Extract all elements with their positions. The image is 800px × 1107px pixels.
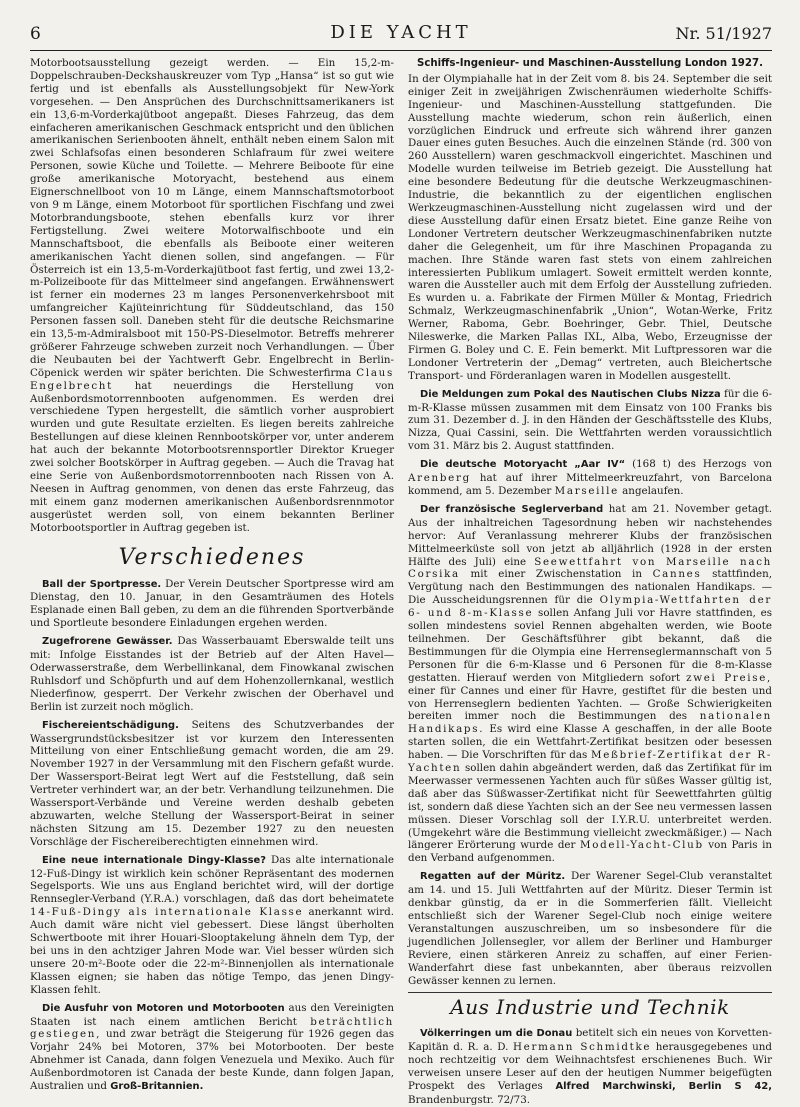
article-ausfuhr-motoren: Die Ausfuhr von Motoren und Motorbooten aus den Vereinigten Staaten ist nach einem amtlichen Bericht beträchtlich gestiegen, und zwar beträgt die Steigerung für 1926 gegen das Vorjahr 24% bei Motoren, 37% bei Motorbooten. Der beste Abnehmer ist Canada, dann folgen Venezuela und Mexiko. Auch für Außenbordmotoren ist Canada der beste Kunde, dann folgen Japan, Australien und Groß-Britannien. xyxy=(30,1001,394,1093)
section-divider xyxy=(408,992,772,993)
article-regatten-mueritz: Regatten auf der Müritz. Der Warener Segel-Club veranstaltet am 14. und 15. Juli Wettfahrten auf der Müritz. Dieser Termin ist denkbar günstig, da er in die Sommerferien fällt. Vielleicht entschließt sich der Warener Segel-Club noch einige weitere Veranstaltungen auszuschreiben, um so insbesondere für die jugendlichen Jollensegler, vor allem der Berliner und Hamburger Reviere, einen stärkeren Anreiz zu schaffen, auf einer Ferien-Wanderfahrt diese fast unbekannten, aber überaus reizvollen Gewässer kennen zu lernen. xyxy=(408,870,772,987)
masthead-title: DIE YACHT xyxy=(330,22,472,43)
article-heading: Zugefrorene Gewässer. xyxy=(42,636,173,648)
article-motoryacht-aar: Die deutsche Motoryacht „Aar IV“ (168 t) des Herzogs von Arenberg hat auf ihrer Mittelmeerkreuzfahrt, von Barcelona kommend, am 5. Dezember Marseille angelaufen. xyxy=(408,458,773,497)
left-column xyxy=(30,57,395,1093)
article-dingy-klasse: Eine neue internationale Dingy-Klasse? Das alte internationale 12-Fuß-Dingy ist wirklich kein schöner Repräsentant des modernen Segelsports. Wie uns aus England berichtet wird, will der dortige Rennsegler-Verband (Y.R.A.) vorschlagen, daß das dort beheimatete 14-Fuß-Dingy als internationale Klasse anerkannt wird. Auch damit wäre nicht viel gebessert. Diese längst überholten Schwertboote mit ihrer Houari-Slooptakelung ähneln dem Typ, der bei uns in den achtziger Jahren Mode war. Viel besser würden sich unsere 20-m²-Boote oder die 22-m²-Binnenjollen als internationale Klassen eignen; sie haben das nötige Tempo, das jenen Dingy-Klassen fehlt. xyxy=(30,853,395,996)
article-zugefrorene-gewaesser: Zugefrorene Gewässer. Das Wasserbauamt Eberswalde teilt uns mit: Infolge Eisstandes ist der Betrieb auf der Alten Havel—Oderwasserstraße, dem Werbellinkanal, dem Finowkanal zwischen Ruhlsdorf und Schöpfurth und auf dem Hohenzollernkanal, westlich Niederfinow, gesperrt. Der Verkehr zwischen der Oberhavel und Berlin ist zurzeit noch möglich. xyxy=(30,635,394,713)
article-heading-london: Schiffs-Ingenieur- und Maschinen-Ausstellung London 1927. xyxy=(417,58,763,69)
article-ball-der-sportpresse: Ball der Sportpresse. Der Verein Deutscher Sportpresse wird am Dienstag, den 10. Januar, in den Gesamträumen des Hotels Esplanade einen Ball geben, zu dem an die führenden Sportverbände und Sportleute besondere Einladungen ergehen werden. xyxy=(30,577,394,630)
article-london-ausstellung: In der Olympiahalle hat in der Zeit vom 8. bis 24. September die seit einiger Zeit in zweijährigen Zwischenräumen wiederholte Schiffs-Ingenieur- und Maschinen-Ausstellung stattgefunden. Die Ausstellung machte wiederum, schon rein äußerlich, einen vorzüglichen Eindruck und erfreute sich während ihrer ganzen Dauer eines guten Besuches. Auch die einzelnen Stände (rd. 300 von 260 Ausstellern) waren geschmackvoll eingerichtet. Maschinen und Modelle wurden teilweise im Betrieb gezeigt. Die Ausstellung hat eine besondere Bedeutung für die deutsche Werkzeugmaschinen-Industrie, die bekanntlich zu der eigentlichen englischen Werkzeugmaschinen-Ausstellung nicht zugelassen wird und der diese Ausstellung dafür einen Ersatz bietet. Eine ganze Reihe von Londoner Vertretern deutscher Werkzeugmaschinenfabriken nutzte daher die Gelegenheit, um für ihre Maschinen Propaganda zu machen. Ihre Stände waren fast stets von einem zahlreichen interessierten Publikum umlagert. Soweit ermittelt werden konnte, waren die Aussteller auch mit dem Erfolg der Ausstellung zufrieden. Es wurden u. a. Fabrikate der Firmen Müller & Montag, Friedrich Schmalz, Werkzeugmaschinenfabrik „Union“, Wotan-Werke, Fritz Werner, Raboma, Gebr. Boehringer, Gebr. Thiel, Deutsche Nileswerke, die Marken Pallas IXL, Alba, Webo, Erzeugnisse der Firmen G. Boley und C. E. Fein bemerkt. Mit Luftpressoren war die Londoner Vertreterin der „Demag“ vertreten, auch Bleichertsche Transport- und Förderanlagen waren in Modellen ausgestellt. xyxy=(408,72,772,382)
right-column xyxy=(408,57,773,1106)
article-franzoesischer-seglerverband: Der französische Seglerverband hat am 21. November getagt. Aus der inhaltreichen Tagesordnung heben wir nachstehendes hervor: Auf Veranlassung mehrerer Klubs der französischen Mittelmeerküste soll von jetzt ab alljährlich (1928 in der ersten Hälfte des Juli) eine Seewettfahrt von Marseille nach Corsika mit einer Zwischenstation in Cannes stattfinden, Vergütung nach den Bestimmungen des nationalen Handikaps. — Die Ausscheidungsrennen für die Olympia-Wettfahrten der 6- und 8-m-Klasse sollen Anfang Juli vor Havre stattfinden, es sollen mindestens soviel Rennen abgehalten werden, wie Boote teilnehmen. Der Geschäftsführer gibt bekannt, daß die Bestimmungen für die Olympia eine Herrenseglermannschaft von 5 Personen für die 6-m-Klasse und 6 Personen für die 8-m-Klasse gestatten. Hierauf werden von Mitgliedern sofort zwei Preise, einer für Cannes und einer für Havre, gestiftet für die besten und von Herrenseglern bedienten Yachten. — Große Schwierigkeiten bereiten immer noch die Bestimmungen des nationalen Handikaps. Es wird eine Klasse A geschaffen, in der alle Boote starten sollen, die ein Wettfahrt-Zertifikat besitzen oder besessen haben. — Die Vorschriften für das Meßbrief-Zertifikat der R-Yachten sollen dahin abgeändert werden, daß das Zertifikat für im Meerwasser vermessenen Yachten auch für süßes Wasser gültig ist, daß aber das Süßwasser-Zertifikat nicht für Seewettfahrten gültig ist, sondern daß diese Yachten sich an der See neu vermessen lassen müssen. Dieser Vorschlag soll der I.Y.R.U. unterbreitet werden. (Umgekehrt wäre die Bestimmung vielleicht zweckmäßiger.) — Nach längerer Erörterung wurde der Modell-Yacht-Club von Paris in den Verband aufgenommen. xyxy=(408,502,773,865)
article-heading: Völkerringen um die Donau xyxy=(420,1028,573,1040)
article-heading: Die Meldungen zum Pokal des Nautischen Clubs Nizza xyxy=(420,388,721,400)
article-heading: Ball der Sportpresse. xyxy=(42,578,162,590)
issue-number: Nr. 51/1927 xyxy=(675,24,772,43)
section-heading-verschiedenes: Verschiedenes xyxy=(118,544,306,570)
article-heading: Der französische Seglerverband xyxy=(420,503,604,515)
article-pokal-nizza: Die Meldungen zum Pokal des Nautischen Clubs Nizza für die 6-m-R-Klasse müssen zusammen mit dem Einsatz von 100 Franks bis zum 31. Dezember d. J. in den Händen der Geschäftsstelle des Klubs, Nizza, Quai Cassini, sein. Die Wettfahrten werden voraussichtlich vom 31. März bis 2. August stattfinden. xyxy=(408,387,773,453)
article-heading: Die Ausfuhr von Motoren und Motorbooten xyxy=(42,1002,285,1014)
page-number: 6 xyxy=(30,24,41,44)
running-header xyxy=(30,16,772,51)
article-continuation: Motorbootsausstellung gezeigt werden. — Ein 15,2-m-Doppelschrauben-Deckshauskreuzer vom Typ „Hansa“ ist so gut wie fertig und ist ebenfalls als Ausstellungsobjekt für New-York vorgesehen. — Den Ansprüchen des Durchschnittsamerikaners ist ein 13,6-m-Vorderkajütboot angepaßt. Dieses Fahrzeug, das dem einfacheren amerikanischen Geschmack entspricht und den üblichen amerikanischen Serienbooten ähnelt, enthält neben einem Salon mit zwei Schlafsofas einen besonderen Schlafraum für zwei weitere Personen, sowie Küche und Toilette. — Mehrere Beiboote für eine große amerikanische Motoryacht, bestehend aus einem Eignerschnellboot von 10 m Länge, einem Mannschaftsmotorboot von 9 m Länge, einem Motorboot für sportlichen Fischfang und zwei Motorbrandungsboote, stehen ebenfalls kurz vor ihrer Fertigstellung. Zwei weitere Motorwalfischboote und ein Mannschaftsboot, die ebenfalls als Beiboote einer weiteren amerikanischen Yacht dienen sollen, sind angefangen. — Für Österreich ist ein 13,5-m-Vorderkajütboot fast fertig, und zwei 13,2-m-Polizeiboote für das Mittelmeer sind angefangen. Erwähnenswert ist ferner ein modernes 23 m langes Personenverkehrsboot mit umfangreicher Kajüteinrichtung für Süddeutschland, das 150 Personen fassen soll. Daneben steht für die deutsche Reichsmarine ein 13,5-m-Admiralsboot mit 150-PS-Dieselmotor. Betreffs mehrerer größerer Fahrzeuge schweben zurzeit noch Verhandlungen. — Über die Neubauten bei der Yachtwerft Gebr. Engelbrecht in Berlin-Cöpenick werden wir später berichten. Die Schwesterfirma Claus Engelbrecht hat neuerdings die Herstellung von Außenbordsmotorrennbooten aufgenommen. Es werden drei verschiedene Typen hergestellt, die sämtlich vorher ausprobiert wurden und gute Resultate erzielten. Es liegen bereits zahlreiche Bestellungen auf diese kleinen Rennbootskörper vor, unter anderem hat auch der bekannte Motorbootsrennsportler Direktor Krueger zwei solcher Bootskörper in Auftrag gegeben. — Auch die Travag hat eine Serie von Außenbordsmotorrennbooten nach Rissen von A. Neesen in Auftrag genommen, von denen das erste Fahrzeug, das mit einem ganz modernen amerikanischen Außenbordsrennmotor ausgerüstet werden soll, von einem bekannten Berliner Motorbootsportler in Auftrag gegeben ist. xyxy=(30,57,394,534)
section-heading-industrie-technik: Aus Industrie und Technik xyxy=(450,995,730,1020)
article-heading: Die deutsche Motoryacht „Aar IV“ xyxy=(420,459,626,471)
article-fischereientschaedigung: Fischereientschädigung. Seitens des Schutzverbandes der Wassergrundstücksbesitzer ist vor kurzem den Interessenten Mitteilung von einer Entschließung gemacht worden, die am 29. November 1927 in der Versammlung mit den Fischern gefaßt wurde. Der Wassersport-Beirat legt Wert auf die Feststellung, daß sein Vertreter verhindert war, an der betr. Verhandlung teilzunehmen. Die Wassersport-Verbände und Vereine werden deshalb gebeten abzuwarten, welche Stellung der Wassersport-Beirat in seiner nächsten Sitzung am 15. Dezember 1927 zu den neuesten Vorschläge der Fischereiberechtigten einnehmen wird. xyxy=(30,718,394,848)
article-heading: Fischereientschädigung. xyxy=(42,719,179,731)
article-voelkerringen-donau: Völkerringen um die Donau betitelt sich ein neues von Korvetten-Kapitän d. R. a. D. Hermann Schmidtke herausgegebenes und noch rechtzeitig vor dem Weihnachtsfest erschienenes Buch. Wir verweisen unsere Leser auf den der heutigen Nummer beigefügten Prospekt des Verlages Alfred Marchwinski, Berlin S 42, Brandenburgstr. 72/73. xyxy=(408,1027,772,1106)
article-heading: Regatten auf der Müritz. xyxy=(420,871,566,883)
article-heading: Eine neue internationale Dingy-Klasse? xyxy=(42,854,266,866)
two-column-body xyxy=(30,57,773,1106)
